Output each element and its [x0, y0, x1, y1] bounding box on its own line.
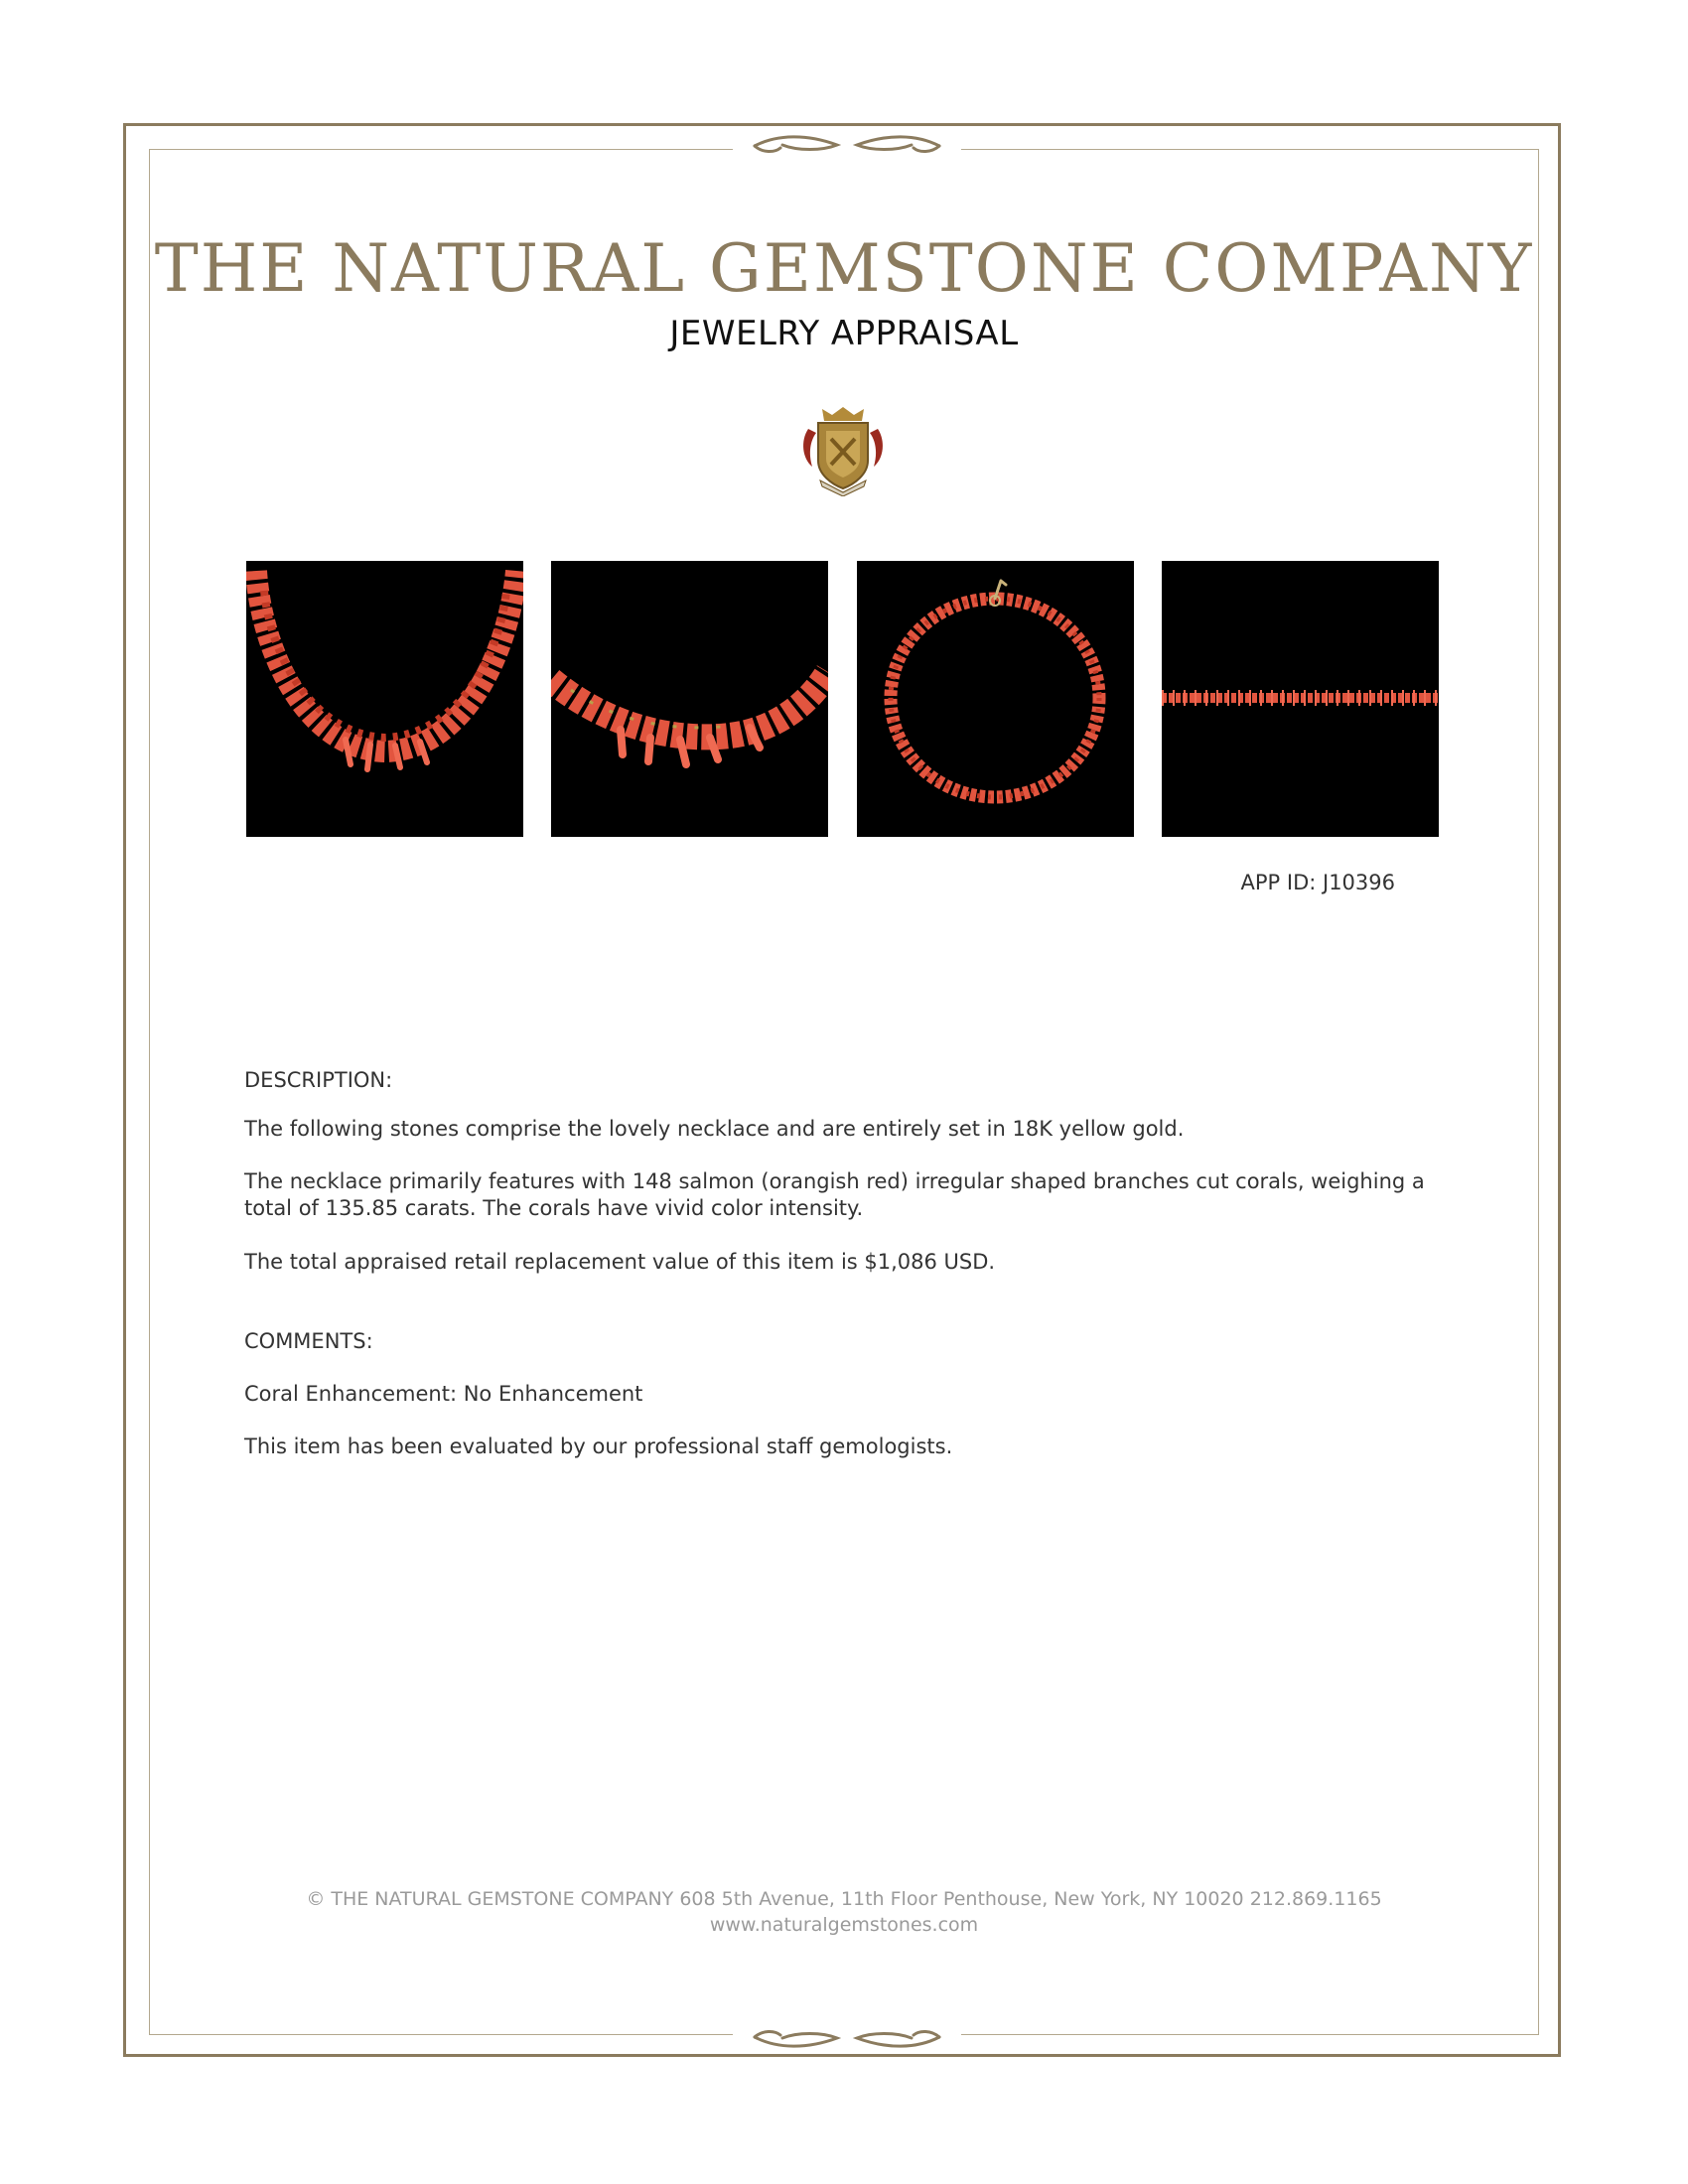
footer-website-link[interactable]: www.naturalgemstones.com — [709, 1914, 979, 1936]
coral-necklace-image — [1162, 561, 1439, 837]
necklace-photo-1 — [246, 561, 523, 837]
comments-heading: COMMENTS: — [244, 1329, 373, 1353]
crest-logo-icon — [798, 401, 888, 496]
bottom-ornament-icon — [733, 2022, 961, 2052]
description-line-2a: The necklace primarily features with 148 salmon (orangish red) irregular shaped branches cut corals, weighing a — [244, 1169, 1425, 1193]
necklace-photo-4 — [1162, 561, 1439, 837]
description-heading: DESCRIPTION: — [244, 1068, 393, 1092]
footer-address: © THE NATURAL GEMSTONE COMPANY 608 5th Avenue, 11th Floor Penthouse, New York, NY 10020 212.869.1165 — [306, 1888, 1382, 1910]
description-line-1: The following stones comprise the lovely necklace and are entirely set in 18K yellow gold. — [244, 1117, 1185, 1141]
coral-necklace-image — [246, 561, 523, 837]
description-line-2b: total of 135.85 carats. The corals have vivid color intensity. — [244, 1196, 864, 1220]
document-subtitle: JEWELRY APPRAISAL — [669, 314, 1019, 353]
appraised-value: The total appraised retail replacement value of this item is $1,086 USD. — [244, 1250, 996, 1274]
necklace-photo-3 — [857, 561, 1134, 837]
coral-enhancement: Coral Enhancement: No Enhancement — [244, 1382, 643, 1406]
evaluation-note: This item has been evaluated by our professional staff gemologists. — [244, 1434, 953, 1458]
company-title: THE NATURAL GEMSTONE COMPANY — [154, 230, 1534, 307]
necklace-photo-2 — [551, 561, 828, 837]
top-ornament-icon — [733, 131, 961, 161]
coral-necklace-image — [551, 561, 828, 837]
coral-necklace-image — [857, 561, 1134, 837]
appraisal-id: APP ID: J10396 — [1240, 871, 1395, 894]
